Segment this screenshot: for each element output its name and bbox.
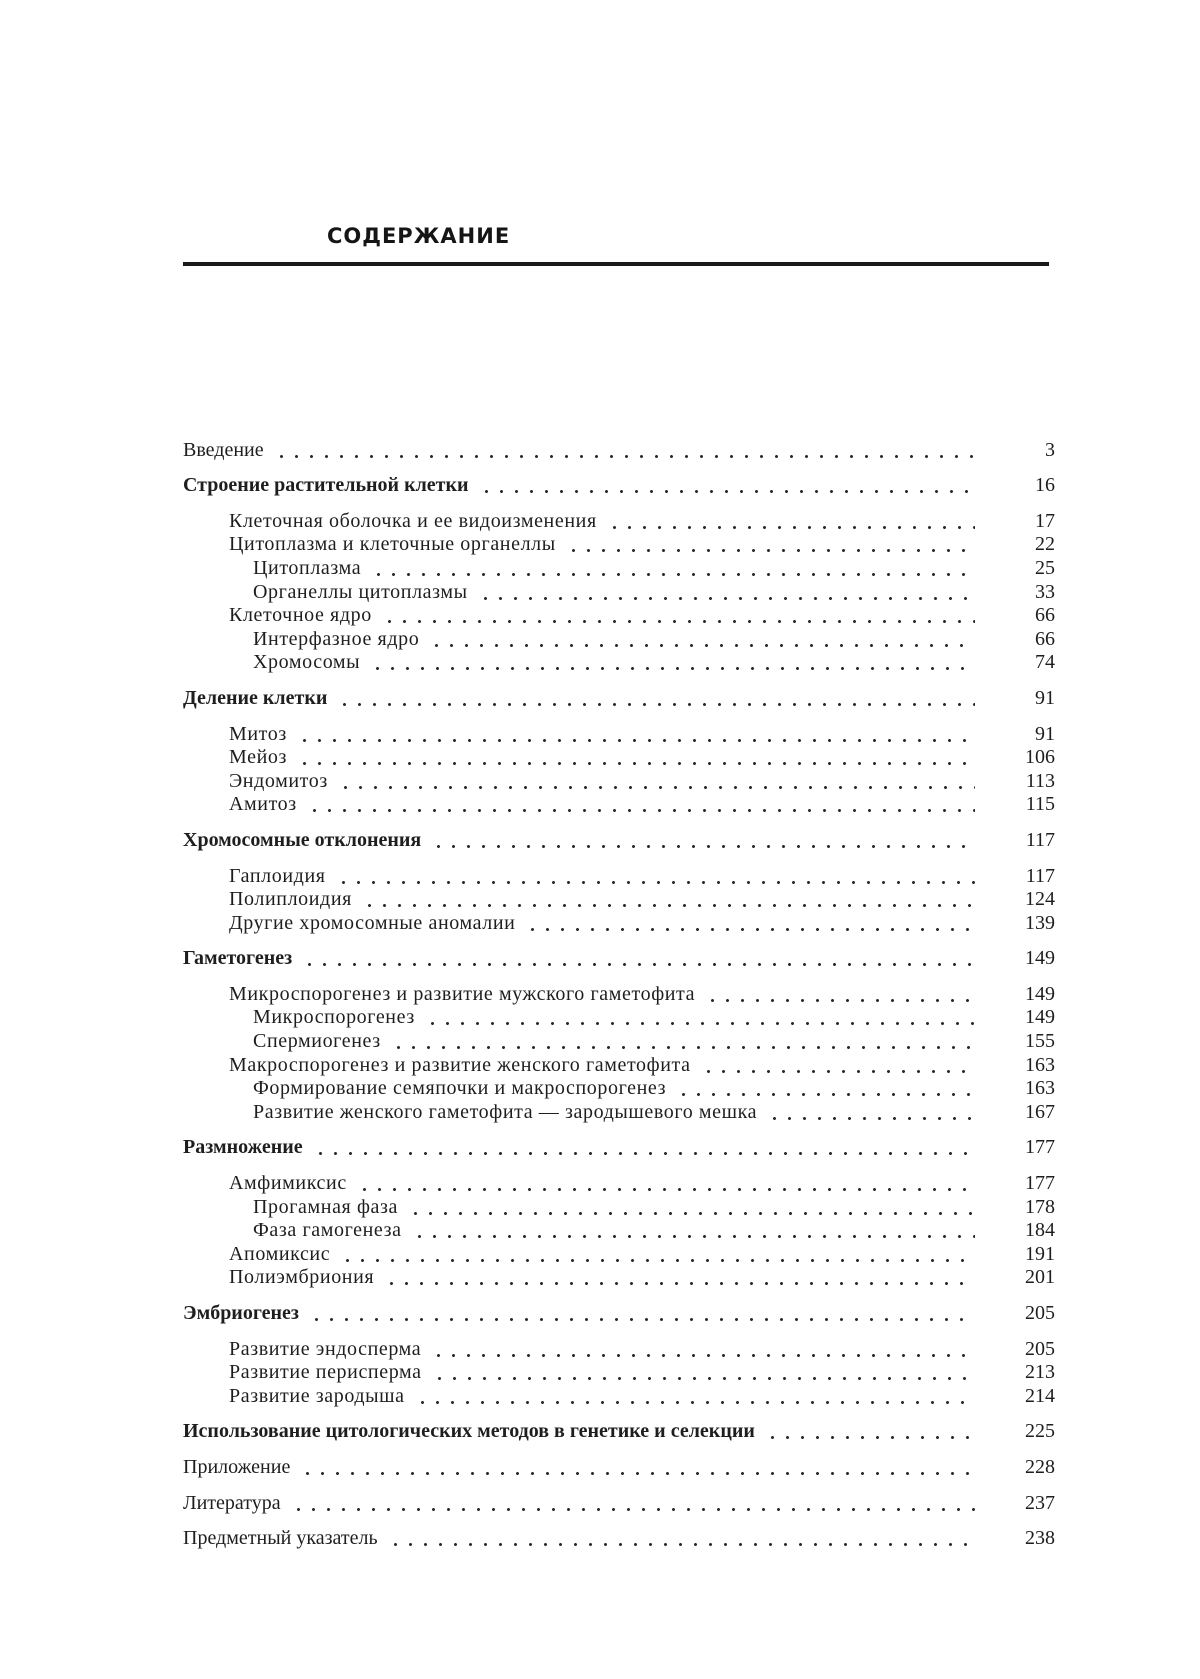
toc-entry <box>183 769 1055 793</box>
toc-dot-leader <box>603 508 975 531</box>
toc-entry-title: Строение растительной клетки <box>183 474 469 497</box>
toc-entry-title: Клеточная оболочка и ее видоизменения <box>229 509 597 532</box>
toc-entry-title: Интерфазное ядро <box>253 627 420 650</box>
toc-dot-leader <box>287 1490 975 1513</box>
toc-dot-leader <box>697 1052 975 1075</box>
toc-entry-page-number: 17 <box>1035 509 1055 532</box>
toc-entry-page-number: 117 <box>1025 864 1055 887</box>
toc-entry-title: Клеточное ядро <box>229 604 372 627</box>
toc-dot-leader <box>309 1134 975 1157</box>
toc-entry-page-number: 22 <box>1035 533 1055 556</box>
toc-entry-page-number: 139 <box>1025 911 1055 934</box>
toc-entry <box>183 1455 1055 1479</box>
toc-entry-title: Прогамная фаза <box>253 1195 398 1218</box>
toc-entry-page-number: 25 <box>1035 556 1055 579</box>
toc-entry <box>183 1053 1055 1077</box>
toc-dot-leader <box>380 1264 975 1287</box>
toc-entry-page-number: 205 <box>1025 1302 1055 1324</box>
toc-entry-title: Амитоз <box>229 793 297 816</box>
toc-entry-title: Цитоплазма и клеточные органеллы <box>229 533 556 556</box>
toc-dot-leader <box>427 1336 975 1359</box>
toc-entry-page-number: 124 <box>1025 888 1055 911</box>
toc-entry-title: Микроспорогенез <box>253 1006 415 1029</box>
toc-entry <box>183 1100 1055 1124</box>
toc-dot-leader <box>425 626 975 649</box>
toc-entry-title: Хромосомы <box>253 651 361 674</box>
toc-dot-leader <box>270 437 975 460</box>
toc-dot-leader <box>475 472 975 495</box>
toc-entry-page-number: 178 <box>1025 1195 1055 1218</box>
toc-entry <box>183 1006 1055 1030</box>
toc-entry-page-number: 149 <box>1025 947 1055 970</box>
toc-dot-leader <box>303 791 975 814</box>
title-rule <box>183 262 1049 266</box>
toc-entry <box>183 1077 1055 1101</box>
toc-entry-title: Использование цитологических методов в генетике и селекции <box>183 1420 755 1443</box>
toc-entry <box>183 1491 1055 1515</box>
toc-dot-leader <box>701 981 975 1004</box>
toc-entry-title: Деление клетки <box>183 686 328 709</box>
toc-entry <box>183 686 1055 710</box>
toc-entry-page-number: 149 <box>1025 1006 1055 1029</box>
toc-entry-page-number: 115 <box>1025 793 1055 816</box>
toc-entry-title: Предметный указатель <box>183 1527 378 1550</box>
toc-entry <box>183 982 1055 1006</box>
toc-dot-leader <box>672 1075 975 1098</box>
toc-entry-page-number: 213 <box>1025 1361 1055 1384</box>
toc-entry-title: Полиплоидия <box>229 888 352 911</box>
toc-entry-title: Эмбриогенез <box>183 1302 299 1324</box>
toc-entry-title: Гаплоидия <box>229 864 326 887</box>
toc-entry <box>183 556 1055 580</box>
toc-dot-leader <box>427 827 975 850</box>
toc-entry-title: Формирование семяпочки и макроспорогенез <box>253 1077 667 1100</box>
toc-entry-page-number: 106 <box>1025 746 1055 769</box>
toc-entry <box>183 651 1055 675</box>
toc-entry-page-number: 201 <box>1025 1266 1055 1289</box>
toc-entry-title: Развитие зародыша <box>229 1384 405 1407</box>
toc-dot-leader <box>293 721 975 744</box>
toc-entry-page-number: 33 <box>1035 580 1055 603</box>
toc-dot-leader <box>763 1099 975 1122</box>
toc-entry-title: Митоз <box>229 722 287 745</box>
toc-entry-page-number: 74 <box>1035 651 1055 674</box>
toc-entry-page-number: 113 <box>1025 769 1055 792</box>
toc-entry-page-number: 238 <box>1025 1527 1055 1550</box>
toc-entry-title: Литература <box>183 1491 281 1514</box>
toc-entry-title: Развитие женского гаметофита — зародышевого мешка <box>253 1100 758 1123</box>
table-of-contents <box>183 438 1055 1550</box>
toc-entry-page-number: 228 <box>1025 1455 1055 1478</box>
toc-entry-page-number: 184 <box>1025 1219 1055 1242</box>
toc-entry <box>183 864 1055 888</box>
toc-dot-leader <box>367 555 975 578</box>
toc-entry <box>183 1242 1055 1266</box>
toc-entry <box>183 1384 1055 1408</box>
toc-entry <box>183 1301 1055 1325</box>
toc-entry-page-number: 117 <box>1025 828 1055 851</box>
toc-dot-leader <box>305 1300 975 1323</box>
toc-entry <box>183 438 1055 462</box>
toc-dot-leader <box>334 768 975 791</box>
toc-entry-title: Макроспорогенез и развитие женского гаметофита <box>229 1053 691 1076</box>
toc-entry <box>183 888 1055 912</box>
toc-dot-leader <box>408 1217 975 1240</box>
toc-entry-title: Спермиогенез <box>253 1030 381 1053</box>
toc-entry-title: Амфимиксис <box>229 1172 347 1195</box>
toc-entry <box>183 533 1055 557</box>
toc-entry-page-number: 163 <box>1025 1077 1055 1100</box>
toc-entry <box>183 722 1055 746</box>
toc-entry-title: Цитоплазма <box>253 556 362 579</box>
toc-dot-leader <box>411 1383 975 1406</box>
toc-dot-leader <box>404 1194 975 1217</box>
toc-dot-leader <box>384 1525 975 1548</box>
toc-entry <box>183 947 1055 971</box>
toc-entry-title: Полиэмбриония <box>229 1266 375 1289</box>
toc-entry-page-number: 66 <box>1035 627 1055 650</box>
toc-entry-page-number: 91 <box>1035 686 1055 709</box>
toc-entry-title: Приложение <box>183 1455 291 1478</box>
toc-entry-title: Эндомитоз <box>229 769 328 792</box>
toc-entry-title: Гаметогенез <box>183 947 293 970</box>
toc-entry-title: Мейоз <box>229 746 287 769</box>
toc-entry-title: Хромосомные отклонения <box>183 828 422 851</box>
toc-entry-page-number: 205 <box>1025 1337 1055 1360</box>
toc-dot-leader <box>333 685 975 708</box>
toc-dot-leader <box>378 602 975 625</box>
toc-entry <box>183 1171 1055 1195</box>
toc-dot-leader <box>421 1004 975 1027</box>
toc-dot-leader <box>296 1454 975 1477</box>
toc-entry-title: Размножение <box>183 1136 303 1159</box>
page-title: СОДЕРЖАНИЕ <box>327 224 511 248</box>
toc-entry-title: Микроспорогенез и развитие мужского гаметофита <box>229 982 696 1005</box>
toc-dot-leader <box>353 1170 975 1193</box>
toc-entry <box>183 1337 1055 1361</box>
toc-entry <box>183 1527 1055 1551</box>
toc-entry-page-number: 167 <box>1025 1100 1055 1123</box>
toc-dot-leader <box>358 886 975 909</box>
toc-dot-leader <box>332 863 975 886</box>
toc-dot-leader <box>521 910 975 933</box>
toc-entry-title: Фаза гамогенеза <box>253 1219 402 1242</box>
toc-entry-title: Введение <box>183 438 264 461</box>
toc-entry-title: Другие хромосомные аномалии <box>229 911 516 934</box>
toc-entry <box>183 604 1055 628</box>
toc-entry-page-number: 3 <box>1045 438 1055 461</box>
toc-entry-title: Развитие перисперма <box>229 1361 422 1384</box>
toc-entry-page-number: 163 <box>1025 1053 1055 1076</box>
toc-entry <box>183 1420 1055 1444</box>
toc-entry <box>183 1361 1055 1385</box>
toc-entry <box>183 793 1055 817</box>
toc-dot-leader <box>336 1241 975 1264</box>
toc-dot-leader <box>474 579 975 602</box>
toc-entry <box>183 1266 1055 1290</box>
toc-entry <box>183 580 1055 604</box>
toc-entry <box>183 1219 1055 1243</box>
toc-entry <box>183 1195 1055 1219</box>
toc-entry <box>183 1029 1055 1053</box>
toc-dot-leader <box>562 531 975 554</box>
toc-dot-leader <box>298 945 975 968</box>
toc-entry-page-number: 225 <box>1025 1420 1055 1443</box>
toc-entry <box>183 627 1055 651</box>
toc-entry <box>183 509 1055 533</box>
toc-entry-page-number: 16 <box>1035 474 1055 497</box>
toc-entry-page-number: 191 <box>1025 1242 1055 1265</box>
toc-entry-page-number: 237 <box>1025 1491 1055 1514</box>
toc-entry-page-number: 214 <box>1025 1384 1055 1407</box>
toc-dot-leader <box>366 649 975 672</box>
toc-entry <box>183 911 1055 935</box>
toc-entry-page-number: 149 <box>1025 982 1055 1005</box>
toc-entry-title: Развитие эндосперма <box>229 1337 422 1360</box>
toc-entry-page-number: 91 <box>1035 722 1055 745</box>
toc-entry <box>183 1136 1055 1160</box>
toc-entry <box>183 474 1055 498</box>
toc-entry <box>183 746 1055 770</box>
toc-entry-title: Органеллы цитоплазмы <box>253 580 468 603</box>
toc-entry-page-number: 66 <box>1035 604 1055 627</box>
toc-dot-leader <box>387 1028 975 1051</box>
toc-dot-leader <box>293 744 975 767</box>
toc-entry-title: Апомиксис <box>229 1242 331 1265</box>
toc-dot-leader <box>428 1359 975 1382</box>
toc-entry-page-number: 155 <box>1025 1030 1055 1053</box>
toc-entry-page-number: 177 <box>1025 1136 1055 1159</box>
toc-dot-leader <box>761 1418 975 1441</box>
toc-entry <box>183 828 1055 852</box>
toc-entry-page-number: 177 <box>1025 1172 1055 1195</box>
